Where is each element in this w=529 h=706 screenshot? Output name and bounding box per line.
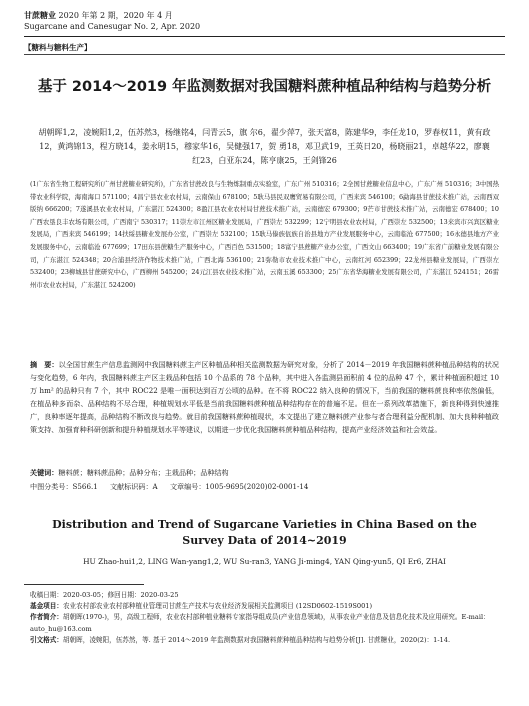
- footnote-rule: [24, 584, 144, 585]
- received-date: 收稿日期：2020-03-05；修回日期：2020-03-25: [30, 591, 179, 599]
- fund-text: 农业农村部农业农村部种植业管理司甘蔗生产技术与农业经济发展相关监测项目 (12SD0602-1519S001): [62, 602, 373, 611]
- clc-number: 中图分类号：S566.1: [30, 482, 98, 491]
- paper-title-en: Distribution and Trend of Sugarcane Varieties in China Based on the Survey Data of 2014~2019: [52, 518, 477, 547]
- citation-format: [30, 635, 499, 646]
- classification-line: [30, 481, 499, 493]
- issue-en: Sugarcane and Canesugar No. 2, Apr. 2020: [24, 22, 201, 31]
- paper-title-cn: 基于 2014～2019 年监测数据对我国糖料蔗种植品种结构与趋势分析: [37, 79, 492, 95]
- issue-cn: 2020 年第 2 期，2020 年 4 月: [58, 11, 173, 20]
- article-number: 文章编号：1005-9695(2020)02-0001-14: [169, 482, 309, 491]
- header-rule: [24, 36, 505, 37]
- author-bio-label: 作者简介：: [30, 613, 63, 622]
- affiliations: (1广东省生物工程研究所(广州甘蔗糖业研究所)，广东省甘蔗改良与生物炼制重点实验室，广东广州 510316；2全国甘蔗糖业信息中心，广东广州 510316；3中国热带农业科学院，海南海口 571100；4昌宁县农业农村局，云南保山 678100；5耿马县民双鹰贸易有限公司，广西来宾 546100；6勐海县甘蔗技术推广站，云南西双版纳 666200；7遂溪县农业农村局，广东湛江 524300；8盈江县农业农村局甘蔗技术推广站，云南德宏 679300；9芒市甘蔗技术推广站，云南德宏 678400；10广西农垦良丰农场有限公司，广西南宁 530317；11崇左市江州区糖业发展局，广西崇左 532299；12宁明县农业农村局，广西崇左 532500；13来宾市兴宾区糖业发展局，广西来宾 546199；14扶绥县糖业发展办公室，广西崇左 532100；15耿马傣族佤族自治县地方产业发展服务中心，云南临沧 677500；16永德县地方产业发展服务中心，云南临沧 677699；17田东县蔗糖生产服务中心，广西百色 531500；18富宁县蔗糖产业办公室，广西文山 663400；19广东省广前糖业发展有限公司，广东湛江 524348；20合浦县经济作物技术推广站，广西北海 536100；21弥勒市农业技术推广中心，云南红河 652399；22龙州县糖业发展局，广西崇左 532400；23柳城县甘蔗研究中心，广西柳州 545200；24元江县农业技术推广站，云南玉溪 653300；25广东省华海糖业发展有限公司，广东湛江 524151；26雷州市农业农村局，广东湛江 524200): [30, 180, 499, 289]
- footnotes: [30, 590, 499, 646]
- abstract-text: 以全国甘蔗生产信息监测网中我国糖料蔗主产区种植品种相关监测数据为研究对象，分析了 2014－2019 年我国糖料蔗种植品种结构的状况与变化趋势，6 年内，我国糖料蔗主产区主栽品种包括 10 个品系的 78 个品种，其中进入各监测县面积前 4 位的品种 47 个，累计种植面积超过 10 万 hm² 的品种只有 7 个，其中 ROC22 是唯一面积达到百万公顷的品种。在不将 ROC22 纳入良种的情况下，当前我国的糖料蔗良种率依然偏低，在植品种多而杂、品种结构不尽合理，种植规划水平低是当前我国糖料蔗种植品种结构存在的普遍不足。但在一系列改革措施下，新良种得到快速推广，良种率逐年提高，品种结构不断改良与趋势。就目前我国糖料蔗种植现状，本文提出了建立糖料蔗产业参与者合理利益分配机制、加大良种种植政策支持、加强育种科研创新和提升种植规划水平等建议，以期进一步优化我国糖料蔗种植品种结构，提高产业经济效益和社会效益。: [30, 360, 499, 434]
- journal-name-cn: 甘蔗糖业: [24, 10, 56, 20]
- author-bio-text: 胡朝晖(1970-)，男，高级工程师，农业农村部种植业糖料专家指导组成员(产业信息领域)，从事农业产业信息及信息化技术及应用研究。E-mail：auto_hu@163.com: [30, 613, 490, 633]
- document-code: 文献标识码：A: [110, 482, 158, 491]
- fund-line: [30, 601, 499, 612]
- keywords-label: 关键词：: [30, 468, 59, 477]
- section-rule: [24, 54, 505, 55]
- running-header: [24, 10, 505, 32]
- section-label: 【糖料与糖料生产】: [24, 43, 92, 52]
- abstract-block: [30, 358, 499, 436]
- keywords-block: [30, 467, 499, 479]
- abstract-label: 摘 要：: [30, 360, 59, 369]
- authors-cn: 胡朝晖1,2，凌婉阳1,2，伍苏然3，杨继铭4，闫青云5，旗 尔6，翟少萍7，张天富8，陈建华9，李任龙10，罗春权11，黄有政12，黄鸿锦13，程方晓14，姜永明15，穆家华16，吴健强17，贺 勇18，邓卫武19，王英日20，杨晓丽21，卓越华22，廖襄红23，白亚东24，陈亨康25，王剑锋26: [38, 128, 491, 165]
- authors-en: HU Zhao-hui1,2, LING Wan-yang1,2, WU Su-ran3, YANG Ji-ming4, YAN Qing-yun5, QI Er6, ZHAI: [83, 557, 446, 566]
- keywords-text: 糖料蔗；糖料蔗品种；品种分布；主栽品种；品种结构: [58, 468, 229, 477]
- fund-label: 基金项目：: [30, 602, 63, 611]
- author-bio: [30, 612, 499, 634]
- citation-label: 引文格式：: [30, 635, 63, 644]
- citation-text: 胡朝晖，凌婉阳，伍苏然，等. 基于 2014～2019 年监测数据对我国糖料蔗种植品种结构与趋势分析[J]. 甘蔗糖业，2020(2)：1-14.: [62, 635, 451, 644]
